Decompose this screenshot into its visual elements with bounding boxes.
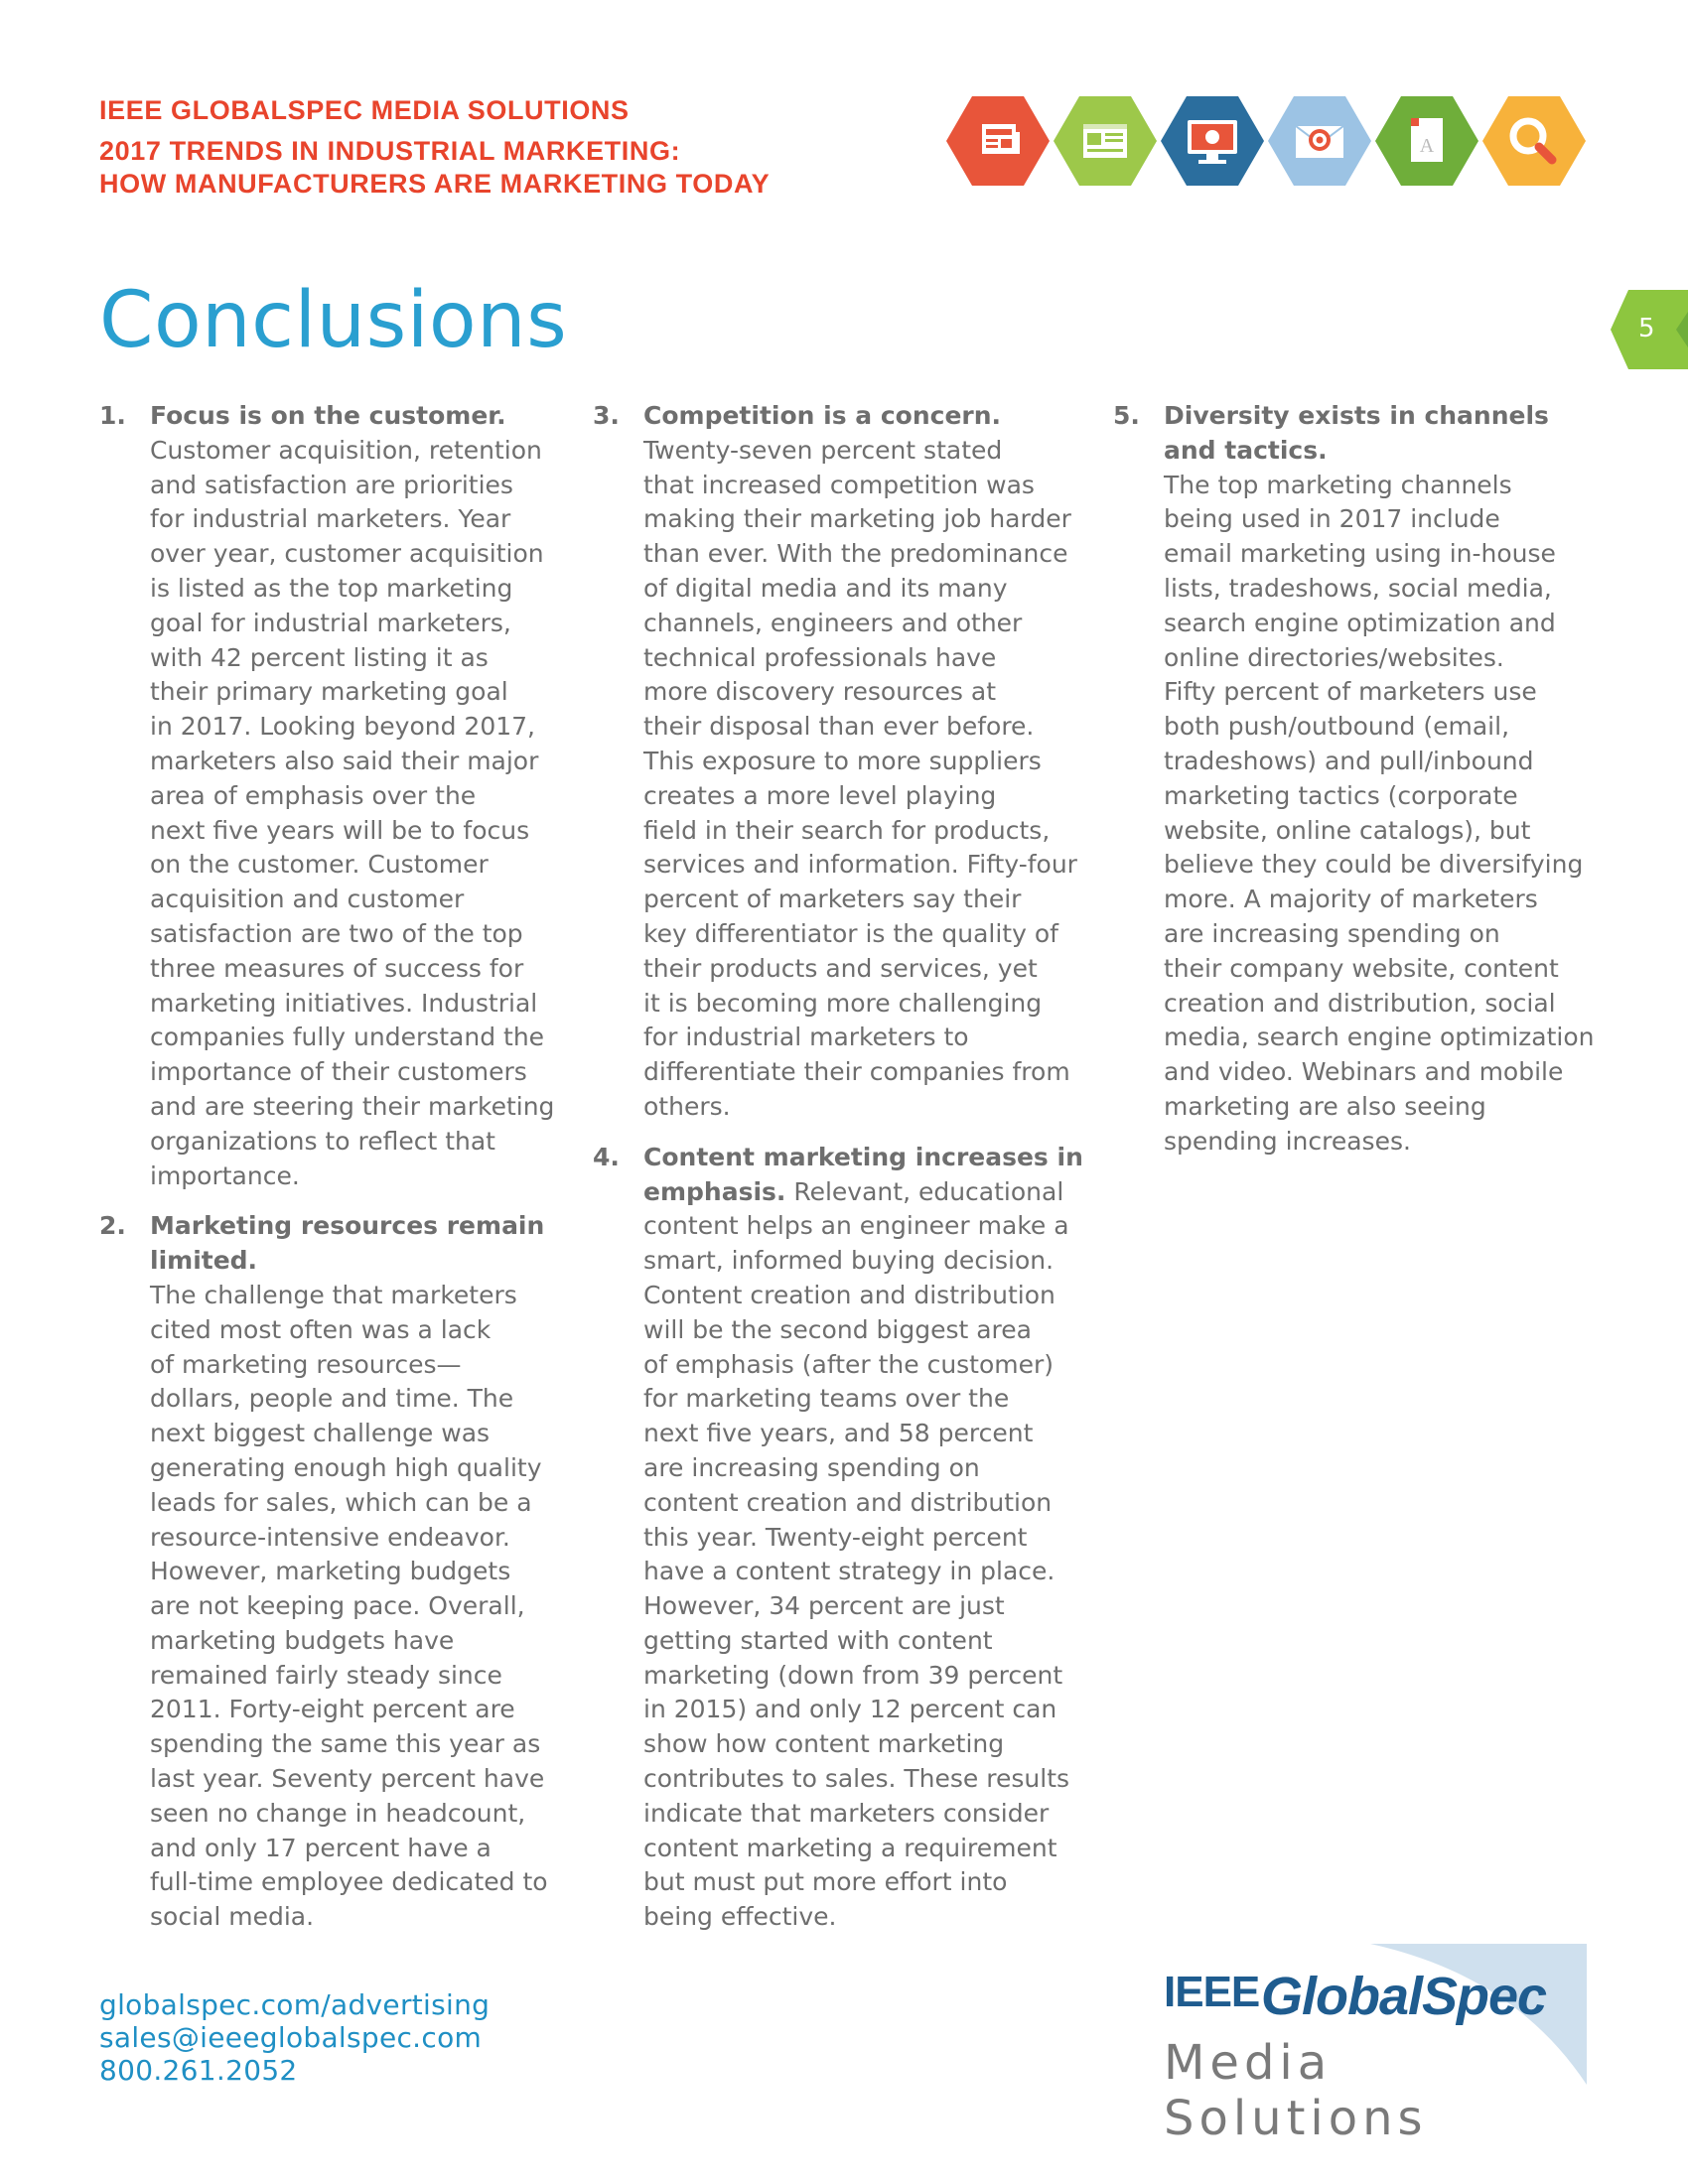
item-line: search engine optimization and (1164, 608, 1556, 637)
item-line: their products and services, yet (643, 953, 1038, 983)
item-line: Relevant, educational (785, 1176, 1064, 1206)
item-line: companies fully understand the (150, 1023, 545, 1052)
item-line: spending the same this year as (150, 1729, 541, 1759)
item-line: The challenge that marketers (150, 1280, 517, 1309)
column-2 (593, 399, 1114, 1951)
company-logo (1162, 1944, 1589, 2146)
item-line: for marketing teams over the (643, 1384, 1010, 1414)
item-line: organizations to reflect that (150, 1126, 495, 1156)
monitor-icon (1161, 96, 1264, 186)
item-line: next five years will be to focus (150, 815, 530, 845)
report-title-line-1: 2017 TRENDS IN INDUSTRIAL MARKETING: (99, 136, 681, 166)
item-line: next five years, and 58 percent (643, 1419, 1034, 1448)
item-line: However, marketing budgets (150, 1557, 511, 1586)
item-line: lists, tradeshows, social media, (1164, 573, 1552, 603)
web-page-icon (1054, 96, 1157, 186)
item-line: importance. (150, 1160, 300, 1190)
item-line: marketers also said their major (150, 746, 539, 775)
item-line: seen no change in headcount, (150, 1798, 526, 1828)
item-line: for industrial marketers to (643, 1023, 969, 1052)
item-heading-continued (643, 1175, 1114, 1210)
document-icon (1375, 96, 1478, 186)
logo-tagline: Media Solutions (1164, 2035, 1428, 2146)
item-line: making their marketing job harder (643, 504, 1071, 534)
item-line: 2011. Forty-eight percent are (150, 1695, 515, 1724)
item-line: area of emphasis over the (150, 780, 477, 810)
item-line: being used in 2017 include (1164, 504, 1500, 534)
item-line: believe they could be diversifying (1164, 850, 1584, 880)
item-line: Customer acquisition, retention (150, 435, 542, 465)
item-line: this year. Twenty-eight percent (643, 1522, 1028, 1552)
channel-icon-strip (946, 96, 1592, 186)
item-line: being effective. (643, 1902, 837, 1932)
item-line: cited most often was a lack (150, 1314, 492, 1344)
email-target-icon (1268, 96, 1371, 186)
item-line: creates a more level playing (643, 780, 997, 810)
page-number: 5 (1638, 314, 1655, 343)
item-number: 2. (99, 1211, 126, 1241)
item-line: Twenty-seven percent stated (643, 435, 1003, 465)
logo-brand-text: GlobalSpec (1261, 1967, 1547, 2026)
item-line: over year, customer acquisition (150, 539, 544, 569)
conclusion-item-4 (593, 1141, 1114, 1935)
item-line: technical professionals have (643, 642, 997, 672)
item-number: 4. (593, 1142, 620, 1171)
item-line: that increased competition was (643, 470, 1035, 499)
item-line: and are steering their marketing (150, 1091, 555, 1121)
item-line: media, search engine optimization (1164, 1023, 1595, 1052)
item-heading: Competition is a concern. (643, 401, 1002, 430)
item-line: marketing (down from 39 percent (643, 1660, 1063, 1690)
item-line: marketing initiatives. Industrial (150, 988, 538, 1018)
item-line: acquisition and customer (150, 885, 465, 914)
item-line: of marketing resources— (150, 1349, 462, 1379)
item-number: 1. (99, 401, 126, 430)
item-line: are increasing spending on (643, 1452, 980, 1482)
item-line: online directories/websites. (1164, 642, 1504, 672)
item-line: resource-intensive endeavor. (150, 1522, 510, 1552)
item-line: their disposal than ever before. (643, 712, 1035, 742)
conclusion-item-1 (99, 399, 576, 1193)
item-line: will be the second biggest area (643, 1314, 1032, 1344)
item-line: three measures of success for (150, 953, 524, 983)
item-line: but must put more effort into (643, 1867, 1008, 1897)
contact-block (99, 1988, 490, 2087)
item-line: more discovery resources at (643, 677, 997, 707)
item-line: for industrial marketers. Year (150, 504, 511, 534)
page-title: Conclusions (99, 276, 568, 365)
item-line: percent of marketers say their (643, 885, 1022, 914)
item-line: satisfaction are two of the top (150, 918, 523, 948)
item-heading-end: emphasis. (643, 1176, 786, 1206)
item-line: and video. Webinars and mobile (1164, 1057, 1564, 1087)
newspaper-icon (946, 96, 1050, 186)
website-link[interactable]: globalspec.com/advertising (99, 1988, 491, 2021)
item-line: and only 17 percent have a (150, 1833, 492, 1862)
item-line: are not keeping pace. Overall, (150, 1591, 525, 1621)
item-line: spending increases. (1164, 1126, 1411, 1156)
conclusion-item-5 (1113, 399, 1629, 1160)
item-line: website, online catalogs), but (1164, 815, 1531, 845)
item-line: on the customer. Customer (150, 850, 489, 880)
item-number: 5. (1113, 401, 1140, 430)
phone-number: 800.261.2052 (99, 2054, 298, 2087)
item-line: email marketing using in-house (1164, 539, 1556, 569)
item-line: services and information. Fifty-four (643, 850, 1077, 880)
magnifier-icon (1482, 96, 1586, 186)
item-line: than ever. With the predominance (643, 539, 1068, 569)
item-line: are increasing spending on (1164, 918, 1500, 948)
item-line: goal for industrial marketers, (150, 608, 511, 637)
item-line: more. A majority of marketers (1164, 885, 1538, 914)
item-heading: Marketing resources remain limited. (150, 1211, 545, 1276)
item-line: However, 34 percent are just (643, 1591, 1005, 1621)
email-link[interactable]: sales@ieeeglobalspec.com (99, 2021, 483, 2054)
item-line: channels, engineers and other (643, 608, 1023, 637)
item-line: remained fairly steady since (150, 1660, 502, 1690)
item-line: of emphasis (after the customer) (643, 1349, 1055, 1379)
publisher-name: IEEE GLOBALSPEC MEDIA SOLUTIONS (99, 95, 630, 125)
report-title-line-2: HOW MANUFACTURERS ARE MARKETING TODAY (99, 169, 771, 199)
item-heading: Diversity exists in channels and tactics. (1164, 401, 1549, 465)
item-line: This exposure to more suppliers (643, 746, 1042, 775)
item-line: generating enough high quality (150, 1452, 542, 1482)
item-line: marketing tactics (corporate (1164, 780, 1518, 810)
page-number-tab (1611, 290, 1688, 369)
item-line: next biggest challenge was (150, 1419, 491, 1448)
conclusion-item-3 (593, 399, 1114, 1125)
item-line: smart, informed buying decision. (643, 1246, 1055, 1276)
item-line: it is becoming more challenging (643, 988, 1043, 1018)
item-line: of digital media and its many (643, 573, 1008, 603)
item-line: have a content strategy in place. (643, 1557, 1055, 1586)
item-line: marketing budgets have (150, 1625, 455, 1655)
item-line: differentiate their companies from (643, 1057, 1070, 1087)
item-line: and satisfaction are priorities (150, 470, 513, 499)
item-number: 3. (593, 401, 620, 430)
item-line: The top marketing channels (1164, 470, 1512, 499)
item-line: content helps an engineer make a (643, 1211, 1069, 1241)
item-line: leads for sales, which can be a (150, 1487, 532, 1517)
item-line: is listed as the top marketing (150, 573, 513, 603)
item-heading: Focus is on the customer. (150, 401, 506, 430)
item-line: in 2015) and only 12 percent can (643, 1695, 1057, 1724)
item-line: their primary marketing goal (150, 677, 508, 707)
item-line: with 42 percent listing it as (150, 642, 489, 672)
item-line: Content creation and distribution (643, 1280, 1055, 1309)
item-line: in 2017. Looking beyond 2017, (150, 712, 535, 742)
item-line: show how content marketing (643, 1729, 1005, 1759)
item-line: social media. (150, 1902, 315, 1932)
item-line: field in their search for products, (643, 815, 1051, 845)
item-line: their company website, content (1164, 953, 1559, 983)
item-line: indicate that marketers consider (643, 1798, 1050, 1828)
item-line: tradeshows) and pull/inbound (1164, 746, 1534, 775)
item-line: contributes to sales. These results (643, 1764, 1070, 1794)
item-line: content creation and distribution (643, 1487, 1053, 1517)
item-line: importance of their customers (150, 1057, 527, 1087)
item-line: key differentiator is the quality of (643, 918, 1058, 948)
svg-text:A: A (1419, 135, 1435, 157)
item-line: Fifty percent of marketers use (1164, 677, 1537, 707)
item-line: marketing are also seeing (1164, 1091, 1486, 1121)
column-3 (1113, 399, 1629, 1175)
item-line: last year. Seventy percent have (150, 1764, 545, 1794)
item-line: getting started with content (643, 1625, 993, 1655)
item-line: both push/outbound (email, (1164, 712, 1510, 742)
report-header (99, 94, 770, 201)
item-line: others. (643, 1091, 731, 1121)
item-line: full-time employee dedicated to (150, 1867, 548, 1897)
item-line: creation and distribution, social (1164, 988, 1556, 1018)
item-line: content marketing a requirement (643, 1833, 1057, 1862)
conclusion-item-2 (99, 1209, 576, 1935)
item-line: dollars, people and time. The (150, 1384, 514, 1414)
column-1 (99, 399, 576, 1951)
item-heading: Content marketing increases in (643, 1142, 1083, 1171)
logo-ieee-text: IEEE (1164, 1968, 1260, 2016)
